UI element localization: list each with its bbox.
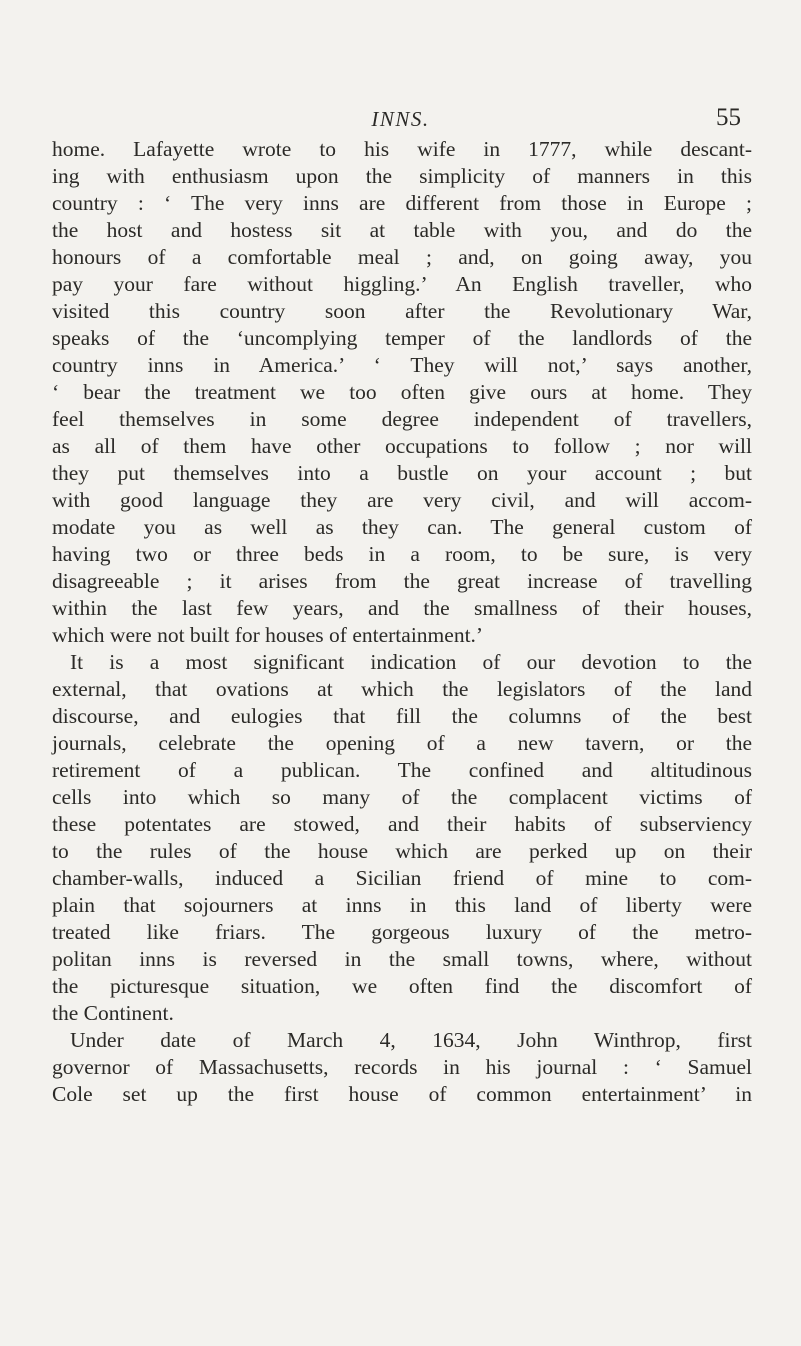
text-line: honours of a comfortable meal ; and, on going away, you	[52, 245, 752, 269]
text-line: chamber-walls, induced a Sicilian friend of mine to com-	[52, 866, 752, 890]
text-line: ing with enthusiasm upon the simplicity of manners in this	[52, 164, 752, 188]
text-line: as all of them have other occupations to follow ; nor will	[52, 434, 752, 458]
text-line: Cole set up the first house of common entertainment’ in	[52, 1082, 752, 1106]
page-number: 55	[716, 104, 741, 131]
text-line: which were not built for houses of entertainment.’	[52, 623, 484, 647]
running-title: INNS.	[371, 107, 430, 131]
text-line: modate you as well as they can. The general custom of	[52, 515, 752, 539]
text-line: discourse, and eulogies that fill the columns of the best	[52, 704, 752, 728]
text-line: Under date of March 4, 1634, John Winthrop, first	[70, 1028, 752, 1052]
running-head	[0, 104, 801, 137]
text-line: feel themselves in some degree independent of travellers,	[52, 407, 752, 431]
text-line: disagreeable ; it arises from the great increase of travelling	[52, 569, 752, 593]
text-line: the Continent.	[52, 1001, 174, 1025]
text-line: home. Lafayette wrote to his wife in 1777, while descant-	[52, 137, 752, 161]
text-line: having two or three beds in a room, to be sure, is very	[52, 542, 752, 566]
text-line: politan inns is reversed in the small towns, where, without	[52, 947, 752, 971]
text-line: plain that sojourners at inns in this land of liberty were	[52, 893, 752, 917]
text-line: treated like friars. The gorgeous luxury of the metro-	[52, 920, 752, 944]
text-line: within the last few years, and the smallness of their houses,	[52, 596, 752, 620]
text-line: the host and hostess sit at table with you, and do the	[52, 218, 752, 242]
text-line: speaks of the ‘uncomplying temper of the landlords of the	[52, 326, 752, 350]
text-line: governor of Massachusetts, records in his journal : ‘ Samuel	[52, 1055, 752, 1079]
text-line: ‘ bear the treatment we too often give ours at home. They	[52, 380, 752, 404]
text-line: to the rules of the house which are perked up on their	[52, 839, 752, 863]
text-line: retirement of a publican. The confined and altitudinous	[52, 758, 752, 782]
text-line: external, that ovations at which the legislators of the land	[52, 677, 752, 701]
text-line: It is a most significant indication of our devotion to the	[70, 650, 752, 674]
text-line: with good language they are very civil, and will accom-	[52, 488, 752, 512]
text-line: journals, celebrate the opening of a new tavern, or the	[52, 731, 752, 755]
text-line: the picturesque situation, we often find the discomfort of	[52, 974, 752, 998]
text-line: visited this country soon after the Revolutionary War,	[52, 299, 752, 323]
text-line: they put themselves into a bustle on your account ; but	[52, 461, 752, 485]
text-line: country inns in America.’ ‘ They will not,’ says another,	[52, 353, 752, 377]
text-line: country : ‘ The very inns are different from those in Europe ;	[52, 191, 752, 215]
body-text	[52, 136, 752, 1108]
text-line: pay your fare without higgling.’ An English traveller, who	[52, 272, 752, 296]
text-line: cells into which so many of the complacent victims of	[52, 785, 752, 809]
text-line: these potentates are stowed, and their habits of subserviency	[52, 812, 752, 836]
